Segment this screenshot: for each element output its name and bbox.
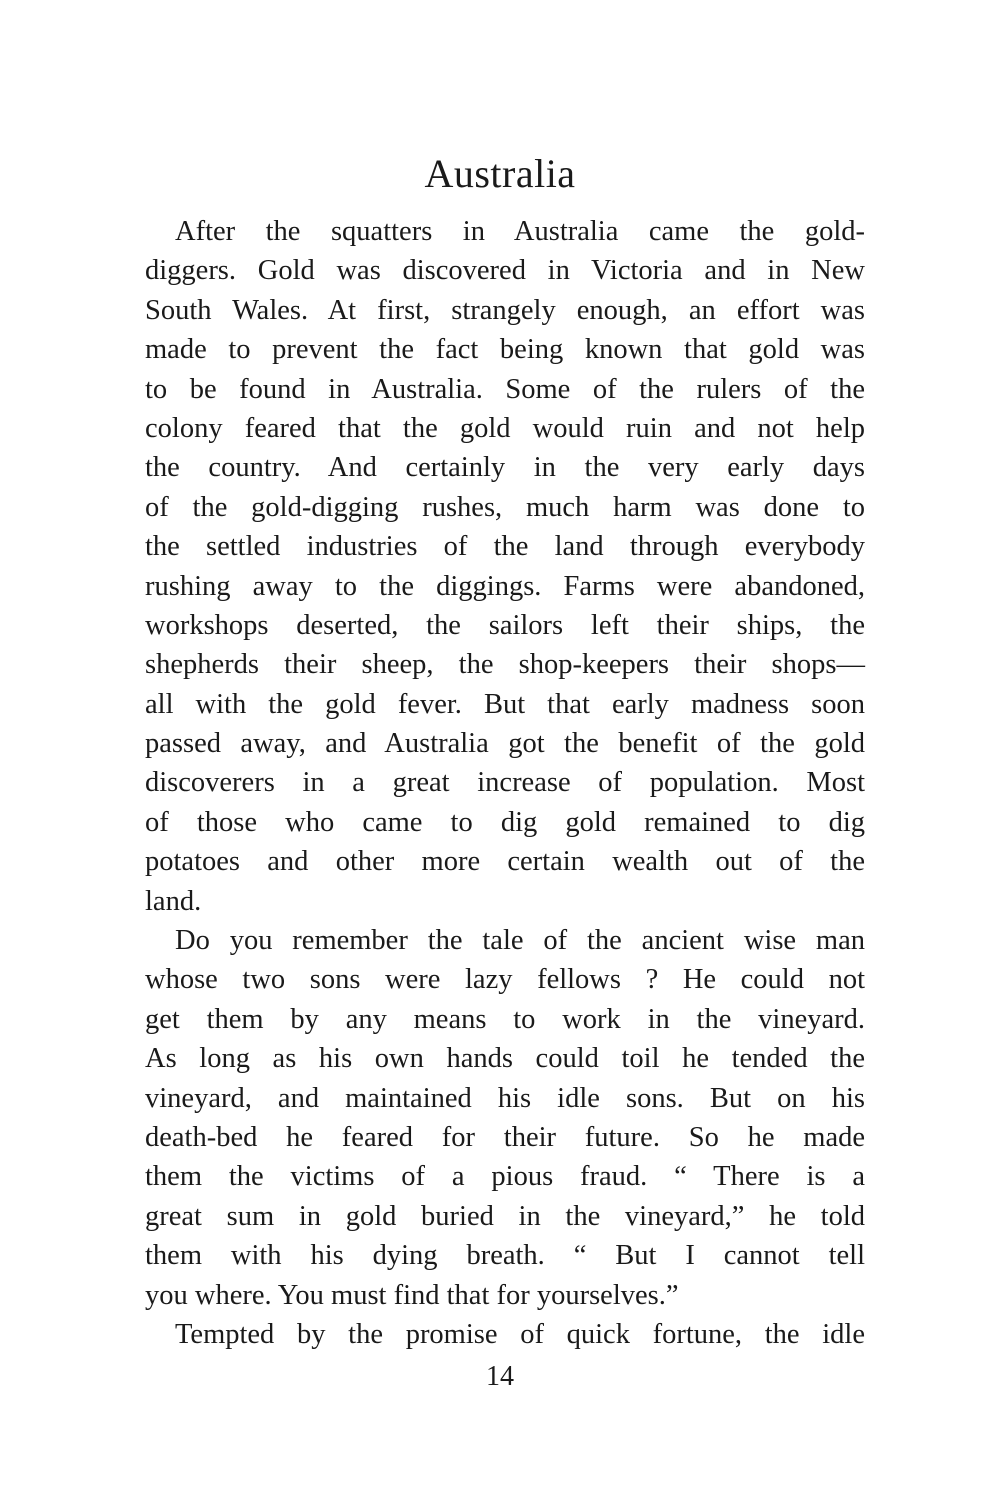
text-line: passed away, and Australia got the benefit of the gold: [145, 728, 865, 760]
text-line: you where. You must find that for yourselves.”: [145, 1279, 679, 1311]
text-line: them with his dying breath. “ But I cannot tell: [145, 1240, 865, 1272]
text-line: shepherds their sheep, the shop-keepers their shops—: [145, 649, 865, 681]
chapter-title: Australia: [424, 151, 576, 196]
text-line: death-bed he feared for their future. So he made: [145, 1121, 865, 1153]
text-line: all with the gold fever. But that early madness soon: [145, 688, 865, 720]
text-line: Do you remember the tale of the ancient wise man: [175, 925, 865, 957]
text-line: potatoes and other more certain wealth out of the: [145, 846, 865, 878]
text-line: of the gold-digging rushes, much harm was done to: [145, 491, 865, 523]
text-line: vineyard, and maintained his idle sons. But on his: [145, 1082, 865, 1114]
text-line: land.: [145, 885, 202, 917]
text-line: After the squatters in Australia came the gold-: [175, 216, 865, 247]
text-line: South Wales. At first, strangely enough, an effort was: [145, 294, 865, 326]
text-line: to be found in Australia. Some of the rulers of the: [145, 373, 865, 405]
text-line: them the victims of a pious fraud. “ There is a: [145, 1161, 865, 1193]
text-line: the country. And certainly in the very early days: [145, 452, 865, 484]
text-line: diggers. Gold was discovered in Victoria and in New: [145, 255, 865, 287]
text-line: great sum in gold buried in the vineyard,” he told: [145, 1200, 865, 1232]
text-line: the settled industries of the land through everybody: [145, 531, 865, 563]
text-line: workshops deserted, the sailors left their ships, the: [145, 609, 865, 641]
text-line: whose two sons were lazy fellows ? He could not: [145, 964, 865, 996]
page-number: 14: [486, 1361, 514, 1392]
body-text: [145, 212, 865, 1354]
text-line: rushing away to the diggings. Farms were abandoned,: [145, 570, 865, 602]
text-line: As long as his own hands could toil he tended the: [145, 1043, 865, 1075]
text-line: made to prevent the fact being known that gold was: [145, 334, 865, 366]
text-line: get them by any means to work in the vineyard.: [145, 1003, 865, 1035]
text-line: of those who came to dig gold remained to dig: [145, 806, 865, 838]
text-line: colony feared that the gold would ruin and not help: [145, 412, 865, 444]
text-line: Tempted by the promise of quick fortune, the idle: [175, 1318, 865, 1350]
text-line: discoverers in a great increase of population. Most: [145, 767, 865, 799]
